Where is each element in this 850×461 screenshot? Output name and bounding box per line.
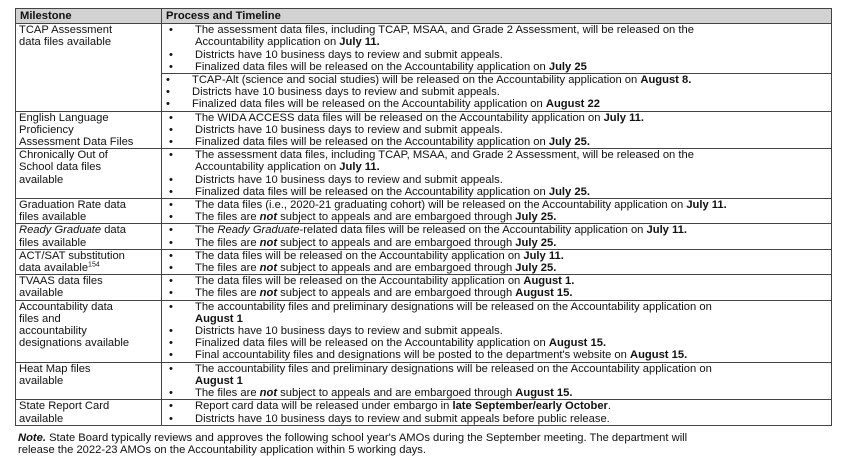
table-header-row [16, 9, 832, 24]
list-item: • Finalized data files will be released on the Accountability application on July 25 [165, 61, 828, 73]
bullet-list [165, 199, 828, 223]
list-item: • Districts have 10 business days to review and submit appeals. [165, 325, 828, 337]
list-item: • Districts have 10 business days to review and submit appeals. [165, 124, 828, 136]
milestone-cell: State Report Card available [16, 400, 162, 425]
list-item: • The files are not subject to appeals and are embargoed through August 15. [165, 287, 828, 299]
list-item: • Districts have 10 business days to review and submit appeals. [165, 49, 828, 61]
milestone-cell: TCAP Assessment data files available [16, 24, 162, 111]
list-item: • Final accountability files and designations will be posted to the department's website on August 15. [165, 349, 828, 361]
bullet-list [165, 363, 828, 400]
process-cell [162, 362, 832, 400]
milestone-cell: Chronically Out of School data files available [16, 149, 162, 199]
process-cell [162, 400, 832, 425]
milestone-cell: English Language Proficiency Assessment Data Files [16, 111, 162, 149]
table-row [16, 249, 832, 274]
milestone-cell: TVAAS data files available [16, 275, 162, 300]
process-cell [162, 300, 832, 362]
process-cell [162, 111, 832, 149]
process-cell [162, 249, 832, 274]
process-cell [162, 199, 832, 224]
list-item: • Districts have 10 business days to review and submit appeals. [162, 86, 831, 98]
note-text: release the 2022-23 AMOs on the Accountability application within 5 working days. [18, 444, 426, 457]
bullet-list [165, 301, 828, 362]
list-item: • Finalized data files will be released on the Accountability application on July 25. [165, 136, 828, 148]
list-item: • Finalized data files will be released on the Accountability application on July 25. [165, 186, 828, 198]
list-item: • The data files will be released on the Accountability application on July 11. [165, 250, 828, 262]
note-label: Note. [18, 432, 46, 444]
table-row [16, 199, 832, 224]
table-note [18, 432, 830, 456]
bullet-list [165, 112, 828, 149]
footnote-marker: 154 [88, 261, 100, 269]
list-item: • The accountability files and preliminary designations will be released on the Accountability application on August 1 [165, 301, 828, 325]
list-item: • The assessment data files, including TCAP, MSAA, and Grade 2 Assessment, will be released on the Accountability application on July 11. [165, 149, 828, 173]
table-row [16, 362, 832, 400]
bullet-list [165, 224, 828, 248]
list-item: • The assessment data files, including TCAP, MSAA, and Grade 2 Assessment, will be released on the Accountability application on July 11. [165, 24, 828, 48]
list-item: • Finalized data files will be released on the Accountability application on August 15. [165, 337, 828, 349]
bullet-list [165, 275, 828, 299]
list-item: • The Ready Graduate-related data files will be released on the Accountability application on July 11. [165, 224, 828, 236]
list-item: • Districts have 10 business days to review and submit appeals before public release. [165, 413, 828, 425]
bullet-list [162, 24, 831, 73]
bullet-list [165, 400, 828, 424]
process-cell [162, 149, 832, 199]
list-item: • Report card data will be released under embargo in late September/early October. [165, 400, 828, 412]
milestone-cell: Accountability data files and accountability designations available [16, 300, 162, 362]
milestone-cell: Graduation Rate data files available [16, 199, 162, 224]
table-row [16, 24, 832, 111]
list-item: • The data files (i.e., 2020-21 graduating cohort) will be released on the Accountability application on July 11. [165, 199, 828, 211]
process-cell [162, 24, 832, 111]
process-cell [162, 275, 832, 300]
table-row [16, 275, 832, 300]
list-item: • Districts have 10 business days to review and submit appeals. [165, 174, 828, 186]
bullet-list [165, 250, 828, 274]
table-row [16, 111, 832, 149]
note-text: State Board typically reviews and approves the following school year's AMOs during the September meeting. The department will [45, 432, 688, 444]
list-item: • Finalized data files will be released on the Accountability application on August 22 [162, 98, 831, 110]
milestone-cell: Ready Graduate data files available [16, 224, 162, 249]
list-item: • The WIDA ACCESS data files will be released on the Accountability application on July 11. [165, 112, 828, 124]
list-item: • The files are not subject to appeals and are embargoed through August 15. [165, 387, 828, 399]
list-item: • The files are not subject to appeals and are embargoed through July 25. [165, 211, 828, 223]
list-item: • The accountability files and preliminary designations will be released on the Accountability application on August 1 [165, 363, 828, 387]
milestone-column-header: Milestone [16, 9, 162, 24]
list-item: • The files are not subject to appeals and are embargoed through July 25. [165, 237, 828, 249]
list-item: • TCAP-Alt (science and social studies) will be released on the Accountability application on August 8. [162, 74, 831, 86]
process-cell [162, 224, 832, 249]
milestone-cell: Heat Map files available [16, 362, 162, 400]
list-item: • The files are not subject to appeals and are embargoed through July 25. [165, 262, 828, 274]
bullet-list [165, 149, 828, 198]
table-row [16, 400, 832, 425]
list-item: • The data files will be released on the Accountability application on August 1. [165, 275, 828, 287]
table-row [16, 300, 832, 362]
bullet-list [162, 73, 831, 111]
milestone-table [15, 8, 832, 426]
table-row [16, 224, 832, 249]
table-row [16, 149, 832, 199]
process-column-header: Process and Timeline [162, 9, 832, 24]
milestone-cell: ACT/SAT substitution data available$^{154}$ [16, 249, 162, 274]
